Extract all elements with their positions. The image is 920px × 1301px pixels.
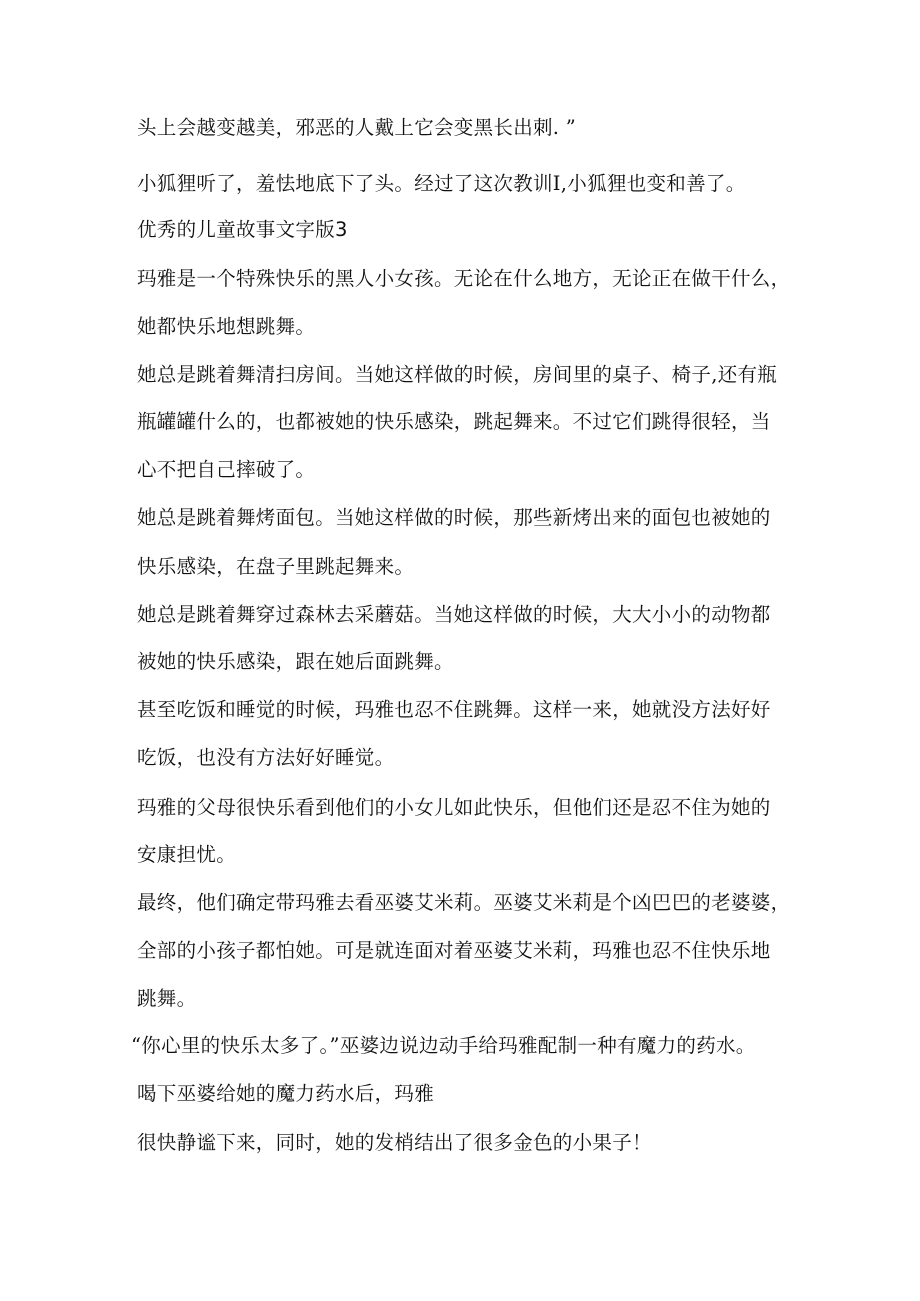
text-line: 安康担忧。 bbox=[137, 843, 237, 866]
text-line: 甚至吃饭和睡觉的时候，玛雅也忍不住跳舞。这样一来，她就没方法好好 bbox=[137, 698, 771, 721]
text-line: 她总是跳着舞穿过森林去采蘑菇。当她这样做的时候，大大小小的动物都 bbox=[137, 603, 771, 626]
text-line: 心不把自己摔破了。 bbox=[137, 458, 316, 481]
text-line: 喝下巫婆给她的魔力药水后，玛雅 bbox=[137, 1082, 435, 1105]
text-line: 被她的快乐感染，跟在她后面跳舞。 bbox=[137, 650, 454, 673]
text-line: 瓶罐罐什么的，也都被她的快乐感染，跳起舞来。不过它们跳得很轻，当 bbox=[137, 410, 771, 433]
text-line: 小狐狸听了，羞怯地底下了头。经过了这次教训I,小狐狸也变和善了。 bbox=[137, 172, 746, 195]
text-line: 跳舞。 bbox=[137, 987, 197, 1010]
text-line: 吃饭，也没有方法好好睡觉。 bbox=[137, 746, 395, 769]
text-line: 最终，他们确定带玛雅去看巫婆艾米莉。巫婆艾米莉是个凶巴巴的老婆婆， bbox=[137, 891, 791, 914]
text-line: 玛雅是一个特殊快乐的黑人小女孩。无论在什么地方，无论正在做干什么， bbox=[137, 267, 791, 290]
text-line: 全部的小孩子都怕她。可是就连面对着巫婆艾米莉，玛雅也忍不住快乐地 bbox=[137, 939, 771, 962]
text-line: 她都快乐地想跳舞。 bbox=[137, 315, 316, 338]
text-line: 她总是跳着舞清扫房间。当她这样做的时候，房间里的桌子、椅子,还有瓶 bbox=[137, 363, 778, 386]
text-line: 她总是跳着舞烤面包。当她这样做的时候，那些新烤出来的面包也被她的 bbox=[137, 506, 771, 529]
text-line: 玛雅的父母很快乐看到他们的小女儿如此快乐，但他们还是忍不住为她的 bbox=[137, 796, 771, 819]
text-line: 很快静谧下来，同时，她的发梢结出了很多金色的小果子！ bbox=[137, 1131, 652, 1154]
text-line: 快乐感染，在盘子里跳起舞来。 bbox=[137, 555, 415, 578]
text-line: 头上会越变越美，邪恶的人戴上它会变黑长出刺. ” bbox=[137, 116, 577, 139]
section-heading: 优秀的儿童故事文字版3 bbox=[137, 218, 348, 241]
text-line: “你心里的快乐太多了。”巫婆边说边动手给玛雅配制一种有魔力的药水。 bbox=[131, 1034, 756, 1057]
